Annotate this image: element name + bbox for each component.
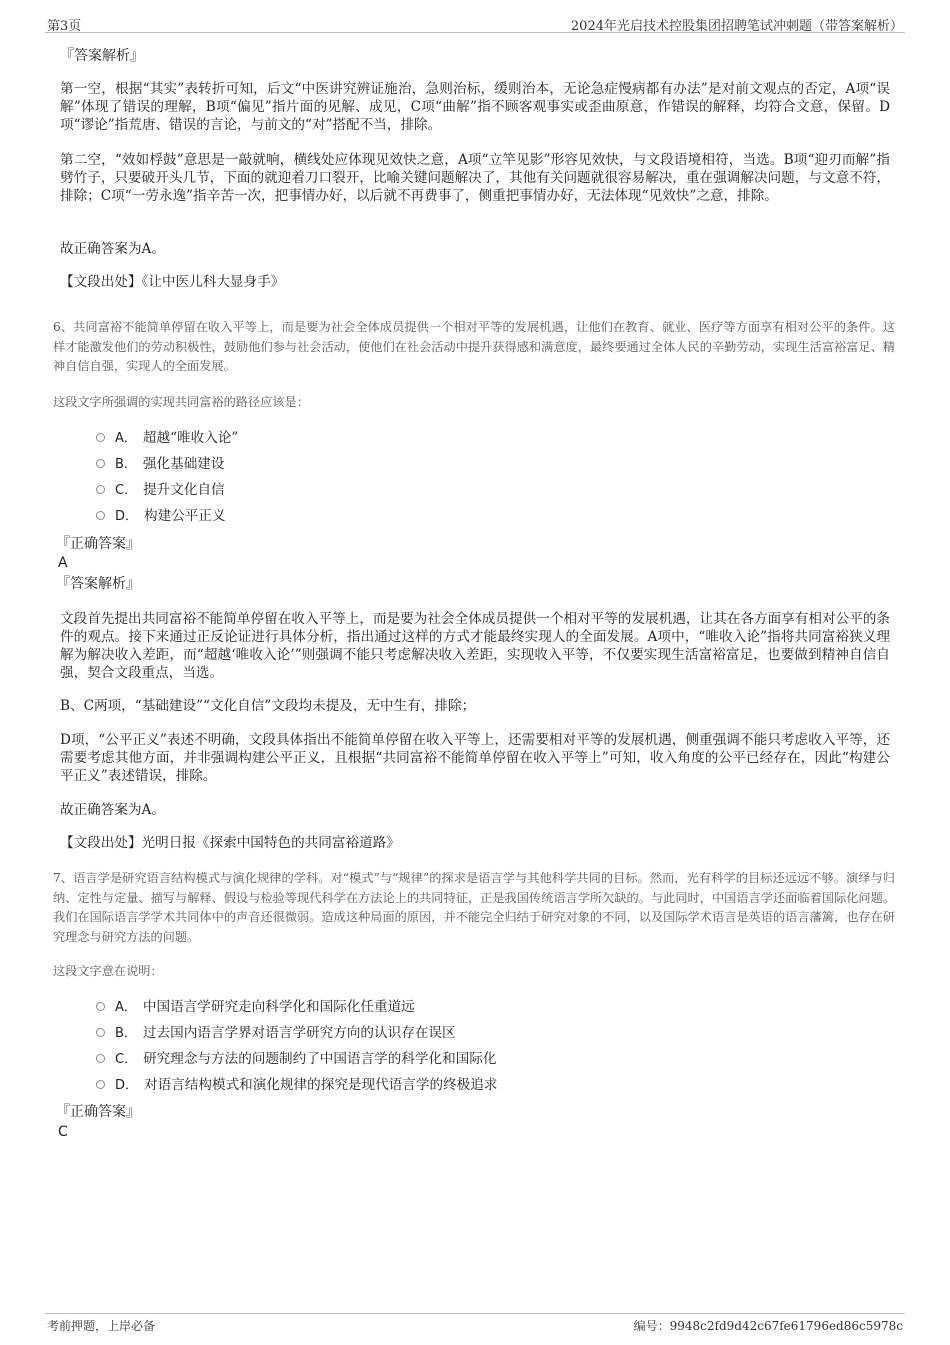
- q5-source: 【文段出处】《让中医儿科大显身手》: [60, 274, 285, 290]
- q6-source: 【文段出处】光明日报《探索中国特色的共同富裕道路》: [60, 835, 400, 851]
- document-title: 2024年光启技术控股集团招聘笔试冲刺题（带答案解析）: [570, 19, 903, 34]
- page-number: 第3页: [47, 19, 82, 34]
- q5-conclusion: 故正确答案为A。: [60, 241, 165, 257]
- q6-answer-label: 『正确答案』: [56, 536, 140, 552]
- q7-question: 这段文字意在说明：: [53, 964, 163, 978]
- q6-stem: 6、共同富裕不能简单停留在收入平等上，而是要为社会全体成员提供一个相对平等的发展机遇，让他们在教育、就业、医疗等方面享有相对公平的条件。这样才能激发他们的劳动积极性，鼓励他们参与社会活动，使他们在社会活动中提升获得感和满意度，最终要通过全体人民的辛勤劳动，实现生活富裕富足、精神自信自强，实现人的全面发展。: [53, 320, 895, 373]
- radio-icon[interactable]: [96, 1002, 105, 1011]
- q6-analysis-paragraph-3: D项，“公平正义”表述不明确，文段具体指出不能简单停留在收入平等上，还需要相对平等的发展机遇，侧重强调不能只考虑收入平等，还需要考虑其他方面，并非强调构建公平正义，且根据“共同富裕不能简单停留在收入平等上”可知，收入角度的公平已经存在，因此“构建公平正义”表述错误，排除。: [60, 732, 890, 784]
- document-id: 编号：9948c2fd9d42c67fe61796ed86c5978c: [633, 1319, 903, 1333]
- q6-option-d[interactable]: D． 构建公平正义: [96, 506, 226, 526]
- radio-icon[interactable]: [96, 433, 105, 442]
- q5-analysis-paragraph-1: 第一空，根据“其实”表转折可知，后文“中医讲究辨证施治，急则治标，缓则治本，无论急症慢病都有办法”是对前文观点的否定，A项“误解”体现了错误的理解，B项“偏见”指片面的见解、成见，C项“曲解”指不顾客观事实或歪曲原意，作错误的解释，均符合文意，保留。D项“谬论”指荒唐、错误的言论，与前文的“对”搭配不当，排除。: [60, 81, 890, 133]
- q5-analysis-paragraph-2: 第二空，“效如桴鼓”意思是一敲就响，横线处应体现见效快之意，A项“立竿见影”形容见效快，与文段语境相符，当选。B项“迎刃而解”指劈竹子，只要破开头几节，下面的就迎着刀口裂开，比喻关键问题解决了，其他有关问题就很容易解决，重在强调解决问题，与文意不符，排除；C项“一劳永逸”指辛苦一次，把事情办好，以后就不再费事了，侧重把事情办好，无法体现“见效快”之意，排除。: [60, 152, 890, 204]
- radio-icon[interactable]: [96, 459, 105, 468]
- q7-option-c[interactable]: C． 研究理念与方法的问题制约了中国语言学的科学化和国际化: [96, 1049, 497, 1069]
- q7-option-b[interactable]: B． 过去国内语言学界对语言学研究方向的认识存在误区: [96, 1023, 456, 1043]
- q6-conclusion: 故正确答案为A。: [60, 802, 165, 818]
- radio-icon[interactable]: [96, 485, 105, 494]
- q6-option-c[interactable]: C． 提升文化自信: [96, 480, 225, 500]
- radio-icon[interactable]: [96, 511, 105, 520]
- q6-analysis-label: 『答案解析』: [56, 576, 140, 592]
- q5-analysis-label: 『答案解析』: [60, 48, 144, 64]
- q6-analysis-paragraph-1: 文段首先提出共同富裕不能简单停留在收入平等上，而是要为社会全体成员提供一个相对平等的发展机遇，让其在各方面享有相对公平的条件的观点。接下来通过正反论证进行具体分析，指出通过这样的方式才能最终实现人的全面发展。A项中，“唯收入论”指将共同富裕狭义理解为解决收入差距，而“超越‘唯收入论’”则强调不能只考虑解决收入差距，实现收入平等，不仅要实现生活富裕富足，也要做到精神自信自强，契合文段重点，当选。: [60, 611, 890, 681]
- page-footer: [45, 1313, 905, 1334]
- radio-icon[interactable]: [96, 1028, 105, 1037]
- radio-icon[interactable]: [96, 1054, 105, 1063]
- q7-answer: C: [58, 1124, 68, 1140]
- q6-option-b[interactable]: B． 强化基础建设: [96, 454, 224, 474]
- footer-slogan: 考前押题，上岸必备: [47, 1319, 156, 1333]
- q6-analysis-paragraph-2: B、C两项，“基础建设”“文化自信”文段均未提及，无中生有，排除；: [60, 698, 476, 714]
- radio-icon[interactable]: [96, 1080, 105, 1089]
- q7-answer-label: 『正确答案』: [56, 1104, 140, 1120]
- q6-answer: A: [58, 555, 68, 571]
- q6-question: 这段文字所强调的实现共同富裕的路径应该是：: [53, 395, 309, 409]
- q6-option-a[interactable]: A． 超越“唯收入论”: [96, 428, 238, 448]
- q7-stem: 7、语言学是研究语言结构模式与演化规律的学科。对“模式”与“规律”的探求是语言学与其他科学共同的目标。然而，光有科学的目标还远远不够。演绎与归纳、定性与定量、描写与解释、假设与检验等现代科学在方法论上的共同特征，正是我国传统语言学所欠缺的。与此同时，中国语言学还面临着国际化问题。我们在国际语言学学术共同体中的声音还很微弱。造成这种局面的原因，并不能完全归结于研究对象的不同，以及国际学术语言是英语的语言藩篱，也存在研究理念与研究方法的问题。: [53, 871, 895, 944]
- q7-option-a[interactable]: A． 中国语言学研究走向科学化和国际化任重道远: [96, 997, 415, 1017]
- page-header: [45, 12, 905, 33]
- q7-option-d[interactable]: D． 对语言结构模式和演化规律的探究是现代语言学的终极追求: [96, 1075, 497, 1095]
